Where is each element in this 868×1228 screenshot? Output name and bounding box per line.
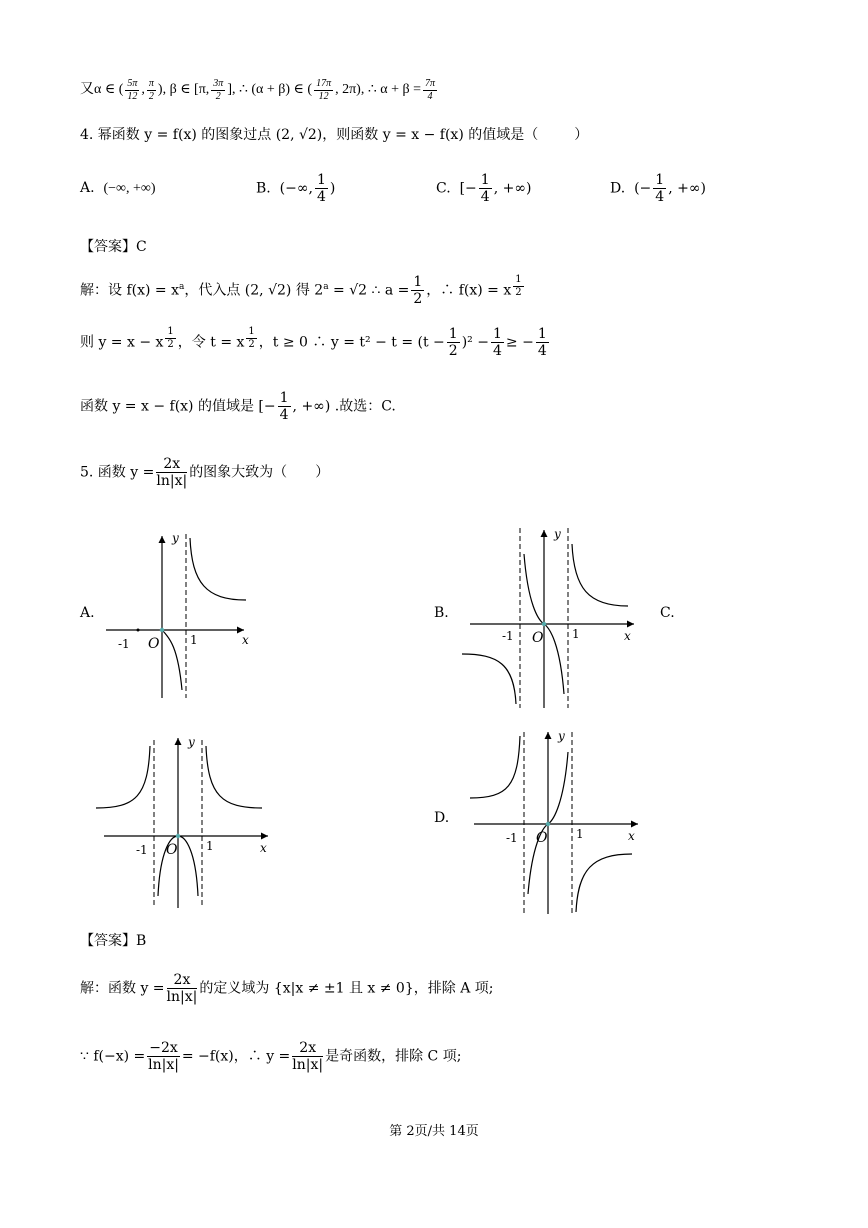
point [137, 629, 140, 632]
fraction: $\frac{3\pi}{2}$ [213, 78, 224, 102]
origin-dot [546, 822, 550, 826]
q5-solution-line1: 解：函数 y = $\frac{2x}{\ln|x|}$ 的定义域为 {x|x ≠ ±1 且 x ≠ 0}，排除 A 项; [80, 972, 494, 1006]
svg-text:x: x [628, 829, 635, 843]
fraction: $\frac{7\pi}{4}$ [425, 78, 436, 102]
q4-answer: 【答案】C [80, 239, 147, 255]
graph-b-label: B. [434, 605, 449, 621]
curve-right [572, 544, 628, 606]
svg-text:-1: -1 [502, 629, 514, 643]
fraction: $\frac{5\pi}{12}$ [127, 78, 138, 102]
svg-text:O: O [148, 636, 160, 652]
graph-d-label: D. [434, 810, 450, 826]
graph-c-label: C. [660, 605, 675, 621]
curve-right [190, 538, 246, 600]
svg-text:O: O [532, 630, 544, 646]
svg-text:1: 1 [572, 627, 580, 641]
graph-a-label: A. [80, 605, 95, 621]
fraction: $\frac{17\pi}{12}$ [316, 78, 332, 102]
page-footer: 第 2页/共 14页 [389, 1124, 479, 1139]
svg-text:x: x [242, 633, 249, 647]
svg-text:y: y [558, 729, 565, 743]
curve-right [576, 854, 632, 912]
svg-text:1: 1 [190, 633, 198, 647]
graph-b [458, 524, 638, 710]
q4-option-a: A. (−∞, +∞) [80, 180, 156, 196]
svg-text:y: y [554, 527, 561, 541]
svg-text:-1: -1 [136, 843, 148, 857]
curve-left [96, 746, 150, 808]
fraction: $\frac{\pi}{2}$ [148, 78, 154, 102]
graph-a [96, 528, 256, 700]
curve-center [162, 630, 182, 690]
graph-d [462, 726, 642, 916]
svg-text:y: y [172, 531, 179, 545]
q4-option-b: B. (−∞, $\frac{1}{4}$ ) [256, 172, 336, 206]
q4-stem: 4. 幂函数 y = f(x) 的图象过点 (2, √2)，则函数 y = x − f(x) 的值域是（ ） [80, 127, 589, 143]
svg-text:y: y [188, 735, 195, 749]
svg-text:x: x [260, 841, 267, 855]
origin-dot [542, 622, 546, 626]
svg-text:-1: -1 [118, 637, 130, 651]
svg-text:1: 1 [206, 839, 214, 853]
svg-text:O: O [536, 830, 548, 846]
q5-stem: 5. 函数 y = $\frac{2x}{\ln|x|}$ 的图象大致为（ ） [80, 456, 330, 490]
curve-right [206, 746, 262, 808]
q4-solution-line1: 解：设 $f(x) = x^a$，代入点 (2, √2) 得 $2^a = √2$ ∴ a = $\frac{1}{2}$ ，∴ f(x) = x $^{\frac{1}{2}}$ [80, 274, 522, 308]
q4-option-c: C. [− $\frac{1}{4}$ , +∞) [436, 172, 532, 206]
svg-text:-1: -1 [506, 831, 518, 845]
curve-left [470, 736, 520, 798]
svg-text:O: O [166, 842, 178, 858]
graph-c [92, 732, 272, 912]
origin-dot [160, 628, 164, 632]
svg-text:x: x [624, 629, 631, 643]
q4-solution-line2: 则 y = x − x $^{\frac{1}{2}}$ ，令 t = x $^{\frac{1}{2}}$ ，t ≥ 0 ∴ y = t² − t = (t − $\frac{1}{2}$ )² − $\frac{1}{4}$ ≥ − $\frac{1}{4}$ [80, 326, 547, 360]
q4-solution-line3: 函数 y = x − f(x) 的值域是 [− $\frac{1}{4}$ , +∞) .故选：C. [80, 390, 396, 424]
q5-solution-line2: ∵ f(−x) = $\frac{-2x}{\ln|x|}$ = −f(x)，∴ y = $\frac{2x}{\ln|x|}$ 是奇函数，排除 C 项; [80, 1040, 462, 1074]
q5-answer: 【答案】B [80, 933, 147, 949]
q4-option-d: D. (− $\frac{1}{4}$ , +∞) [610, 172, 706, 206]
curve-left [462, 654, 516, 704]
intro-line: 又α ∈ ( $\frac{5\pi}{12}$ , $\frac{\pi}{2}$ ), β ∈ [π, $\frac{3\pi}{2}$ ], ∴ (α + β) ∈ ( $\frac{17\pi}{12}$ , 2π), ∴ α + β = $\frac{7\pi}{4}$ [80, 78, 436, 102]
svg-text:1: 1 [576, 827, 584, 841]
origin-dot [176, 834, 180, 838]
